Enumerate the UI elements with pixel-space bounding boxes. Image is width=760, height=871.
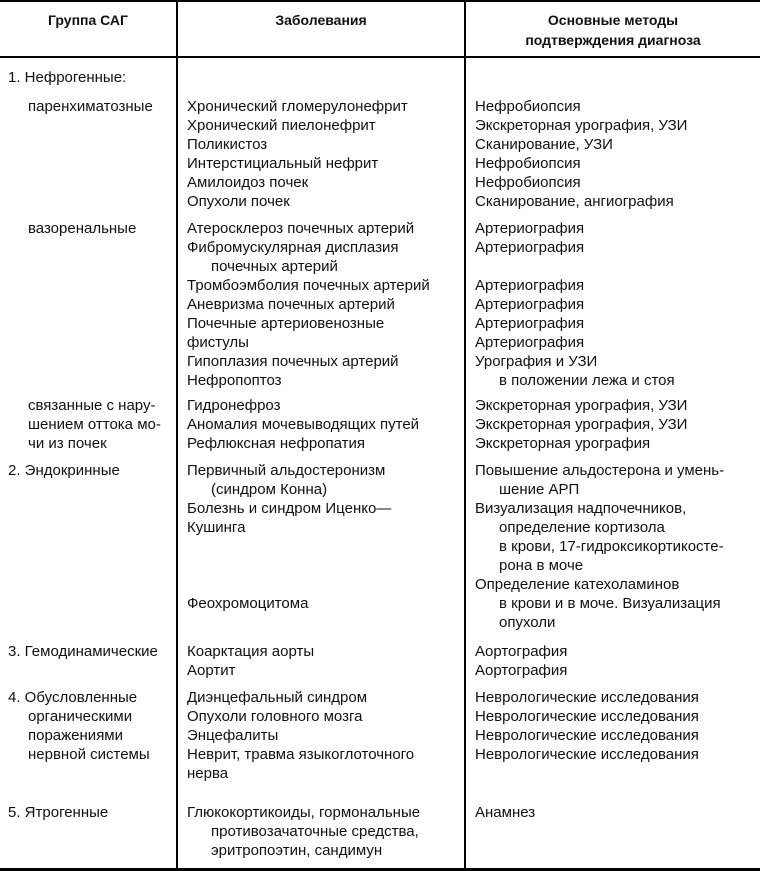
disease-line: Глюкокортикоиды, гормональные bbox=[187, 804, 421, 821]
methods-cell bbox=[464, 680, 760, 783]
table-section-row bbox=[0, 211, 760, 390]
diseases-cell bbox=[176, 680, 464, 783]
table-section-row bbox=[0, 453, 760, 632]
method-line: Сканирование, УЗИ bbox=[475, 136, 613, 153]
method-line: Урография и УЗИ bbox=[475, 353, 598, 370]
group-line: поражениями bbox=[28, 727, 124, 744]
disease-line: Опухоли почек bbox=[187, 193, 290, 210]
method-line: Артериография bbox=[475, 296, 585, 313]
method-line: опухоли bbox=[499, 614, 556, 631]
disease-line: Аневризма почечных артерий bbox=[187, 296, 395, 313]
method-line: Экскреторная урография, УЗИ bbox=[475, 117, 688, 134]
disease-line: Почечные артериовенозные bbox=[187, 315, 385, 332]
method-line: Артериография bbox=[475, 315, 585, 332]
disease-line bbox=[178, 537, 464, 556]
method-line: Экскреторная урография bbox=[475, 435, 651, 452]
disease-line: эритропоэтин, сандимун bbox=[211, 842, 383, 859]
group-line: 5. Ятрогенные bbox=[8, 804, 109, 821]
disease-line: Рефлюксная нефропатия bbox=[187, 435, 366, 452]
method-line: Нефробиопсия bbox=[475, 155, 581, 172]
header-group-sag: Группа САГ bbox=[48, 12, 128, 28]
diseases-cell bbox=[176, 453, 464, 632]
disease-line: Тромбоэмболия почечных артерий bbox=[187, 277, 430, 294]
method-line: Неврологические исследования bbox=[475, 727, 699, 744]
disease-line: почечных артерий bbox=[211, 258, 338, 275]
disease-line: Феохромоцитома bbox=[187, 595, 309, 612]
disease-line: Интерстициальный нефрит bbox=[187, 155, 379, 172]
methods-cell bbox=[464, 390, 760, 453]
method-line: шение АРП bbox=[499, 481, 580, 498]
header-methods-text: Основные методы подтверждения диагноза bbox=[525, 12, 701, 48]
table-body bbox=[0, 58, 760, 868]
group-cell bbox=[0, 390, 176, 453]
header-diseases: Заболевания bbox=[176, 2, 464, 56]
method-line: в положении лежа и стоя bbox=[499, 372, 675, 389]
table-section-row bbox=[0, 783, 760, 868]
group-cell bbox=[0, 680, 176, 783]
method-line: Сканирование, ангиография bbox=[475, 193, 674, 210]
method-line: в крови, 17-гидроксикортикосте- bbox=[499, 538, 724, 555]
diseases-cell bbox=[176, 390, 464, 453]
disease-line bbox=[178, 613, 464, 632]
disease-line bbox=[178, 556, 464, 575]
group-cell bbox=[0, 211, 176, 390]
group-line: 2. Эндокринные bbox=[8, 462, 120, 479]
group-line: вазоренальные bbox=[28, 220, 137, 237]
disease-line: Поликистоз bbox=[187, 136, 268, 153]
method-line: рона в моче bbox=[499, 557, 584, 574]
table-section-row bbox=[0, 680, 760, 783]
method-line: Неврологические исследования bbox=[475, 689, 699, 706]
disease-line: (синдром Конна) bbox=[211, 481, 328, 498]
diseases-cell bbox=[176, 58, 464, 87]
method-line: Повышение альдостерона и умень- bbox=[475, 462, 725, 479]
table-header-row bbox=[0, 2, 760, 58]
methods-cell bbox=[464, 58, 760, 87]
method-line: Нефробиопсия bbox=[475, 174, 581, 191]
method-line: Нефробиопсия bbox=[475, 98, 581, 115]
disease-line: Гипоплазия почечных артерий bbox=[187, 353, 399, 370]
disease-line bbox=[178, 575, 464, 594]
group-cell bbox=[0, 58, 176, 87]
method-line: Экскреторная урография, УЗИ bbox=[475, 397, 688, 414]
disease-line: Диэнцефальный синдром bbox=[187, 689, 368, 706]
header-methods bbox=[464, 2, 760, 56]
disease-line: Болезнь и синдром Иценко— bbox=[187, 500, 392, 517]
group-line: чи из почек bbox=[28, 435, 107, 452]
disease-line: фистулы bbox=[187, 334, 249, 351]
group-line: связанные с нару- bbox=[28, 397, 156, 414]
method-line: Аортография bbox=[475, 643, 568, 660]
group-line: паренхиматозные bbox=[28, 98, 153, 115]
group-line: нервной системы bbox=[28, 746, 150, 763]
method-line: Артериография bbox=[475, 277, 585, 294]
disease-line: Коарктация аорты bbox=[187, 643, 315, 660]
group-line: органическими bbox=[28, 708, 133, 725]
methods-cell bbox=[464, 632, 760, 680]
methods-cell bbox=[464, 783, 760, 868]
group-line: 3. Гемодинамические bbox=[8, 643, 158, 660]
diseases-cell bbox=[176, 211, 464, 390]
method-line: Артериография bbox=[475, 334, 585, 351]
methods-cell bbox=[464, 453, 760, 632]
method-line: Визуализация надпочечников, bbox=[475, 500, 687, 517]
disease-line: Гидронефроз bbox=[187, 397, 281, 414]
disease-line: Аномалия мочевыводящих путей bbox=[187, 416, 420, 433]
diseases-cell bbox=[176, 783, 464, 868]
table-section-row bbox=[0, 390, 760, 453]
disease-line: Хронический гломерулонефрит bbox=[187, 98, 408, 115]
method-line: в крови и в моче. Визуализация bbox=[499, 595, 721, 612]
disease-line: Кушинга bbox=[187, 519, 246, 536]
diseases-cell bbox=[176, 632, 464, 680]
disease-line: Нефропоптоз bbox=[187, 372, 282, 389]
method-line: Определение катехоламинов bbox=[475, 576, 680, 593]
table-section-row bbox=[0, 87, 760, 211]
disease-line: Фибромускулярная дисплазия bbox=[187, 239, 399, 256]
table-section-row bbox=[0, 58, 760, 87]
group-cell bbox=[0, 87, 176, 211]
methods-cell bbox=[464, 211, 760, 390]
disease-line: нерва bbox=[187, 765, 229, 782]
disease-line: Хронический пиелонефрит bbox=[187, 117, 376, 134]
method-line: Неврологические исследования bbox=[475, 708, 699, 725]
disease-line: Опухоли головного мозга bbox=[187, 708, 363, 725]
group-cell bbox=[0, 453, 176, 632]
method-line bbox=[466, 257, 760, 276]
disease-line: Первичный альдостеронизм bbox=[187, 462, 386, 479]
group-line: шением оттока мо- bbox=[28, 416, 161, 433]
disease-line: противозачаточные средства, bbox=[211, 823, 419, 840]
group-cell bbox=[0, 783, 176, 868]
group-cell bbox=[0, 632, 176, 680]
method-line: Аортография bbox=[475, 662, 568, 679]
disease-line: Атеросклероз почечных артерий bbox=[187, 220, 415, 237]
method-line: Анамнез bbox=[475, 804, 536, 821]
methods-cell bbox=[464, 87, 760, 211]
method-line: Неврологические исследования bbox=[475, 746, 699, 763]
method-line: Артериография bbox=[475, 220, 585, 237]
method-line: Артериография bbox=[475, 239, 585, 256]
method-line: определение кортизола bbox=[499, 519, 665, 536]
group-line: 4. Обусловленные bbox=[8, 689, 138, 706]
disease-line: Аортит bbox=[187, 662, 236, 679]
disease-line: Энцефалиты bbox=[187, 727, 279, 744]
diseases-cell bbox=[176, 87, 464, 211]
disease-line: Неврит, травма языкоглоточного bbox=[187, 746, 415, 763]
disease-line: Амилоидоз почек bbox=[187, 174, 309, 191]
method-line: Экскреторная урография, УЗИ bbox=[475, 416, 688, 433]
table-section-row bbox=[0, 632, 760, 680]
group-line: 1. Нефрогенные: bbox=[8, 69, 127, 86]
